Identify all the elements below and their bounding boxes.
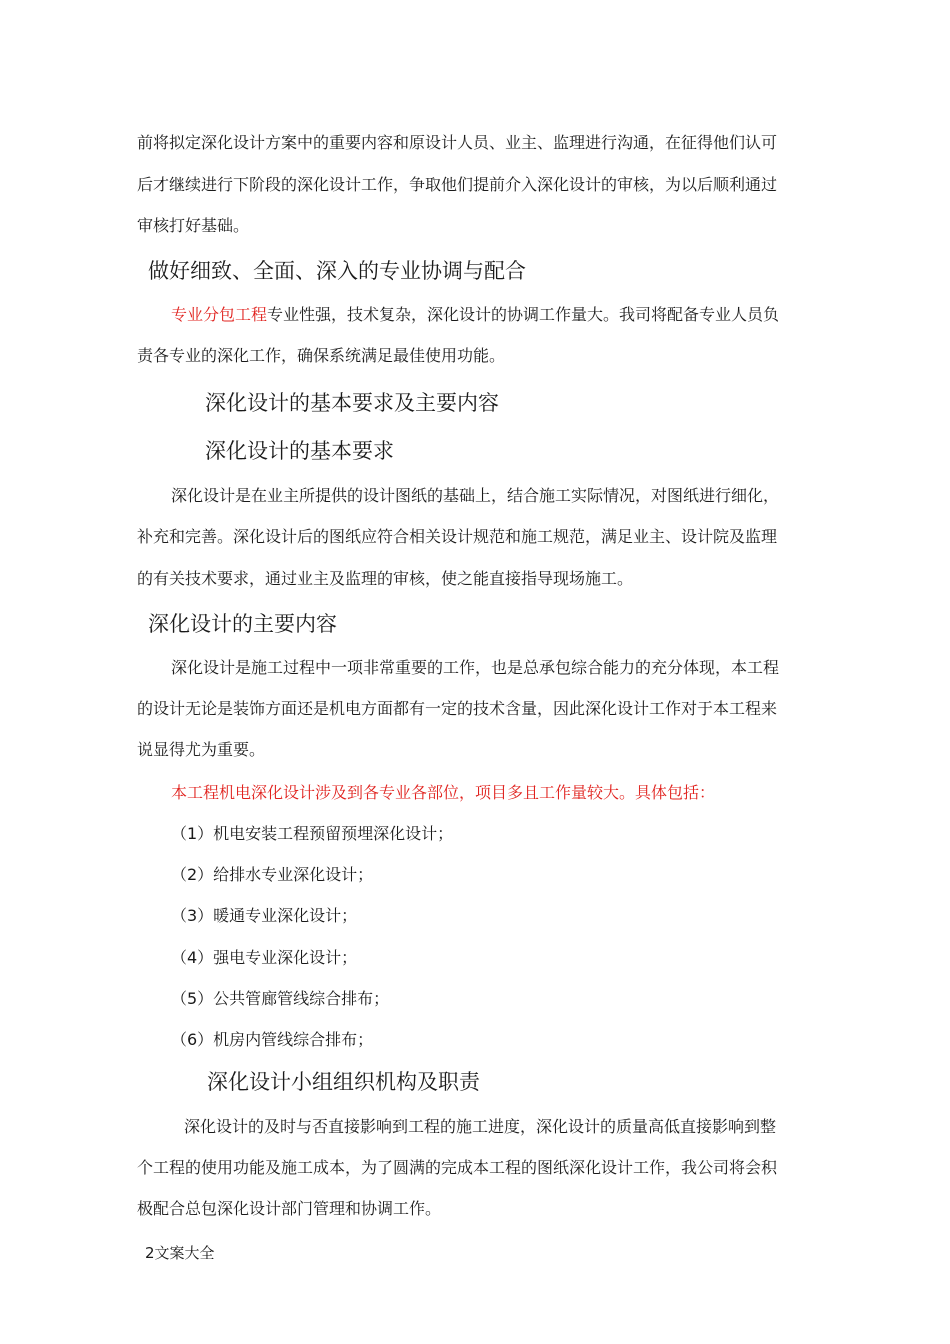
- red-note: 本工程机电深化设计涉及到各专业各部位，项目多且工作量较大。具体包括：: [171, 783, 716, 802]
- para1-line1: 前将拟定深化设计方案中的重要内容和原设计人员、业主、监理进行沟通，在征得他们认可: [137, 133, 778, 152]
- para1-line3: 审核打好基础。: [137, 216, 250, 235]
- para3-line3: 的有关技术要求，通过业主及监理的审核，使之能直接指导现场施工。: [137, 569, 634, 588]
- section-heading-requirements-content: 深化设计的基本要求及主要内容: [205, 391, 499, 415]
- section-heading-organization: 深化设计小组组织机构及职责: [207, 1070, 480, 1094]
- list-item: （3）暖通专业深化设计；: [171, 906, 358, 925]
- para1-line2: 后才继续进行下阶段的深化设计工作，争取他们提前介入深化设计的审核，为以后顺利通过: [137, 175, 778, 194]
- para4-line3: 说显得尤为重要。: [137, 740, 266, 759]
- section-heading-coordination: 做好细致、全面、深入的专业协调与配合: [148, 259, 526, 283]
- list-item: （6）机房内管线综合排布；: [171, 1030, 374, 1049]
- para2-line2: 责各专业的深化工作，确保系统满足最佳使用功能。: [137, 346, 506, 365]
- section-heading-basic-requirements: 深化设计的基本要求: [205, 439, 394, 463]
- para3-line1: 深化设计是在业主所提供的设计图纸的基础上，结合施工实际情况，对图纸进行细化，: [171, 486, 780, 505]
- page-footer: 2文案大全: [145, 1244, 215, 1262]
- para5-line1: 深化设计的及时与否直接影响到工程的施工进度，深化设计的质量高低直接影响到整: [184, 1117, 777, 1136]
- list-item: （5）公共管廊管线综合排布；: [171, 989, 390, 1008]
- list-item: （4）强电专业深化设计；: [171, 948, 358, 967]
- list-item: （2）给排水专业深化设计；: [171, 865, 374, 884]
- para2-line1-rest: 专业性强，技术复杂，深化设计的协调工作量大。我司将配备专业人员负: [267, 305, 780, 324]
- section-heading-main-content: 深化设计的主要内容: [148, 612, 337, 636]
- para4-line1: 深化设计是施工过程中一项非常重要的工作，也是总承包综合能力的充分体现，本工程: [171, 658, 780, 677]
- highlight-text: 专业分包工程: [171, 305, 268, 324]
- list-item: （1）机电安装工程预留预埋深化设计；: [171, 824, 454, 843]
- para2-line1: [171, 305, 779, 325]
- para4-line2: 的设计无论是装饰方面还是机电方面都有一定的技术含量，因此深化设计工作对于本工程来: [137, 699, 778, 718]
- para5-line3: 极配合总包深化设计部门管理和协调工作。: [137, 1199, 442, 1218]
- para3-line2: 补充和完善。深化设计后的图纸应符合相关设计规范和施工规范，满足业主、设计院及监理: [137, 527, 778, 546]
- para5-line2: 个工程的使用功能及施工成本，为了圆满的完成本工程的图纸深化设计工作，我公司将会积: [137, 1158, 778, 1177]
